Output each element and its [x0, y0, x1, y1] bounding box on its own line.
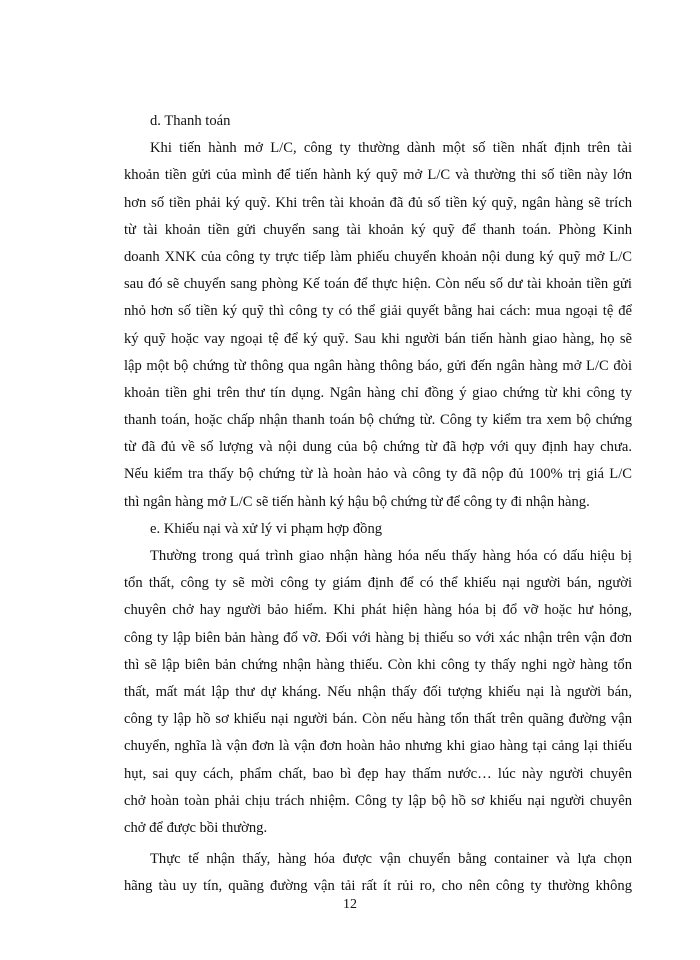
paragraph-line: chở để được bồi thường.: [124, 819, 268, 836]
paragraph-line: sau đó sẽ chuyển sang phòng Kế toán để thực hiện. Còn nếu số dư tài khoản tiền gửi: [124, 276, 632, 293]
paragraph-line: Khi tiến hành mở L/C, công ty thường dành một số tiền nhất định trên tài: [150, 140, 632, 157]
paragraph-line: lập một bộ chứng từ thông qua ngân hàng thông báo, gửi đến ngân hàng mở L/C đòi: [124, 357, 632, 374]
paragraph-line: chở hoàn toàn phải chịu trách nhiệm. Công ty lập bộ hồ sơ khiếu nại người chuyên: [124, 792, 632, 809]
paragraph-payment: [124, 135, 632, 516]
heading-d: d. Thanh toán: [150, 113, 231, 129]
paragraph-line: chuyển, nghĩa là vận đơn là vận đơn hoàn hảo nhưng khi giao hàng tại cảng lại thiếu: [124, 738, 632, 755]
paragraph-line: thì sẽ lập biên bản chứng nhận hàng thiếu. Còn khi công ty thấy nghi ngờ hàng tổn: [124, 656, 632, 673]
paragraph-line: từ đã đủ về số lượng và nội dung của bộ chứng từ đã hợp với quy định hay chưa.: [124, 439, 632, 456]
paragraph-line: công ty lập biên bản hàng đổ vỡ. Đối với hàng bị thiếu so với xác nhận trên vận đơn: [124, 629, 632, 646]
paragraph-line: ký quỹ hoặc vay ngoại tệ để ký quỹ. Sau khi người bán tiến hành giao hàng, họ sẽ: [124, 330, 632, 347]
paragraph-claims: [124, 543, 632, 842]
paragraph-line: doanh XNK của công ty trực tiếp làm phiếu chuyển khoản nội dung ký quỹ mở L/C: [124, 248, 632, 265]
paragraph-line: hơn số tiền phải ký quỹ. Khi trên tài khoản đã đủ số tiền ký quỹ, ngân hàng sẽ trích: [124, 194, 632, 211]
paragraph-line: nhỏ hơn số tiền ký quỹ thì công ty có thể giải quyết bằng hai cách: mua ngoại tệ để: [124, 303, 632, 320]
paragraph-observation: [124, 846, 632, 900]
paragraph-line: Nếu kiểm tra thấy bộ chứng từ là hoàn hảo và công ty đã nộp đủ 100% trị giá L/C: [124, 466, 632, 483]
paragraph-line: từ tài khoản tiền gửi chuyển sang tài khoản ký quỹ để thanh toán. Phòng Kinh: [124, 221, 632, 238]
paragraph-line: công ty lập hồ sơ khiếu nại người bán. Còn nếu hàng tổn thất trên quãng đường vận: [124, 711, 632, 728]
paragraph-line: chuyên chở hay người bảo hiểm. Khi phát hiện hàng hóa bị đổ vỡ hoặc hư hỏng,: [124, 602, 632, 619]
paragraph-line: hãng tàu uy tín, quãng đường vận tải rất ít rủi ro, cho nên công ty thường không: [124, 878, 632, 895]
paragraph-line: tổn thất, công ty sẽ mời công ty giám định để có thể khiếu nại người bán, người: [124, 575, 632, 592]
paragraph-line: hụt, sai quy cách, phẩm chất, bao bì đẹp hay thấm nước… lúc này người chuyên: [124, 765, 632, 782]
paragraph-line: khoản tiền gửi của mình để tiến hành ký quỹ mở L/C và thường thi số tiền này lớn: [124, 167, 632, 184]
page-number: 12: [343, 897, 357, 912]
paragraph-line: khoản tiền ghi trên thư tín dụng. Ngân hàng chỉ đồng ý giao chứng từ khi công ty: [124, 384, 632, 401]
paragraph-line: thì ngân hàng mở L/C sẽ tiến hành ký hậu bộ chứng từ để công ty đi nhận hàng.: [124, 493, 590, 510]
paragraph-line: Thường trong quá trình giao nhận hàng hóa nếu thấy hàng hóa có dấu hiệu bị: [150, 548, 632, 564]
page-content: [124, 108, 632, 900]
paragraph-line: thất, mất mát lập thư dự kháng. Nếu nhận thấy đối tượng khiếu nại là người bán,: [124, 683, 632, 700]
paragraph-line: thanh toán, hoặc chấp nhận thanh toán bộ chứng từ. Công ty kiểm tra xem bộ chứng: [124, 412, 632, 429]
paragraph-line: Thực tế nhận thấy, hàng hóa được vận chuyển bằng container và lựa chọn: [150, 851, 632, 868]
heading-e: e. Khiếu nại và xử lý vi phạm hợp đồng: [150, 520, 383, 537]
